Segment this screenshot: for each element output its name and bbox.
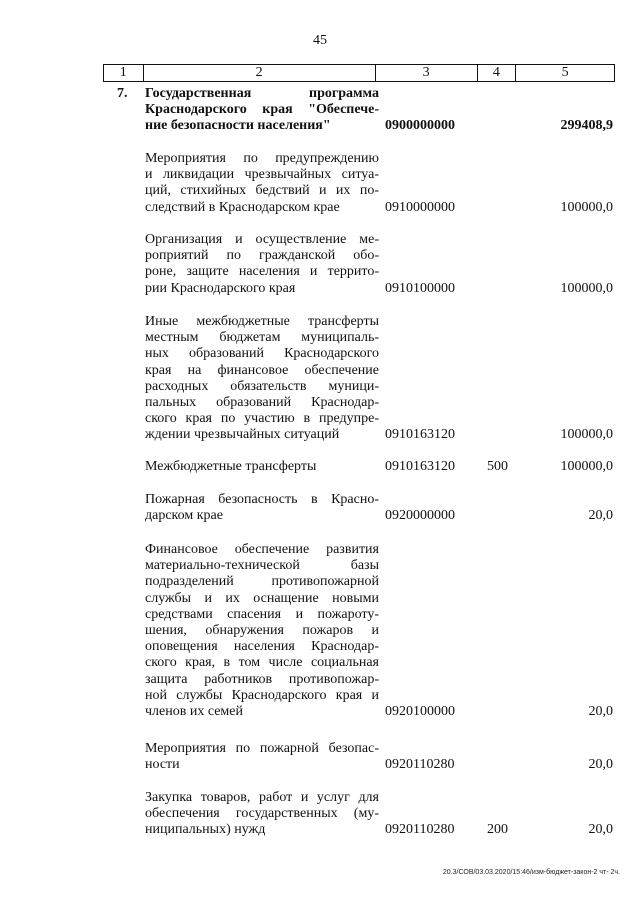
row-vr: 200 xyxy=(487,822,508,838)
row-name-line: ций, стихийных бедствий и их по- xyxy=(145,183,379,199)
header-col-4: 4 xyxy=(477,65,516,82)
row-vr: 500 xyxy=(487,459,508,474)
row-code: 0920000000 xyxy=(385,508,455,524)
row-sum: 20,0 xyxy=(588,822,613,838)
row-code: 0920110280 xyxy=(385,757,455,773)
row-sum: 100000,0 xyxy=(560,459,613,474)
row-name-line: края на финансовое обеспечение xyxy=(145,362,379,378)
row-sum: 299408,9 xyxy=(560,118,613,134)
row-code: 0910163120 xyxy=(385,427,455,443)
row-name xyxy=(145,151,379,216)
row-name-line: обеспечения государственных (му- xyxy=(145,806,379,822)
row-sum: 20,0 xyxy=(588,508,613,524)
row-name xyxy=(145,542,379,720)
row-name-line: Организация и осуществление ме- xyxy=(145,232,379,247)
row-name-line: ние безопасности населения" xyxy=(145,118,331,134)
row-sum: 20,0 xyxy=(588,704,613,719)
row-name-line: Закупка товаров, работ и услуг для xyxy=(145,790,379,805)
row-code: 0910100000 xyxy=(385,280,455,296)
row-name xyxy=(145,459,379,475)
row-code: 0920100000 xyxy=(385,704,455,719)
header-col-3: 3 xyxy=(375,65,477,82)
row-name-line: шения, обнаружения пожаров и xyxy=(145,623,379,639)
row-name-line: рии Краснодарского края xyxy=(145,280,296,296)
row-name-line: подразделений противопожарной xyxy=(145,574,379,590)
row-name-line: расходных обязательств муници- xyxy=(145,378,379,394)
row-name-line: защита работников противопожар- xyxy=(145,671,379,687)
row-name xyxy=(145,741,379,773)
row-name-line: службы и их оснащение новыми xyxy=(145,590,379,606)
row-name xyxy=(145,790,379,839)
table-header xyxy=(103,64,615,82)
row-name-line: ского края по участию в предупре- xyxy=(145,411,379,427)
row-name xyxy=(145,492,379,524)
row-name-line: местным бюджетам муниципаль- xyxy=(145,330,379,346)
row-sum: 20,0 xyxy=(588,757,613,773)
row-name-line: Краснодарского края "Обеспече- xyxy=(145,102,379,118)
row-name xyxy=(145,232,379,297)
row-name-line: ждении чрезвычайных ситуаций xyxy=(145,427,340,443)
row-name-line: ных образований Краснодарского xyxy=(145,346,379,362)
row-code: 0900000000 xyxy=(385,118,455,134)
row-name-line: Иные межбюджетные трансферты xyxy=(145,314,379,329)
row-name-line: следствий в Краснодарском крае xyxy=(145,199,340,215)
row-code: 0910163120 xyxy=(385,459,455,474)
row-code: 0910000000 xyxy=(385,199,455,215)
row-name xyxy=(145,314,379,444)
row-name-line: членов их семей xyxy=(145,704,243,720)
row-name-line: пальных образований Краснодар- xyxy=(145,395,379,411)
row-number: 7. xyxy=(117,86,128,101)
row-name-line: средствами спасения и пожароту- xyxy=(145,606,379,622)
page-number: 45 xyxy=(313,33,327,48)
row-name-line: дарском крае xyxy=(145,508,223,524)
row-name-line: оповещения населения Краснодар- xyxy=(145,639,379,655)
row-name-line: ниципальных) нужд xyxy=(145,822,266,838)
row-sum: 100000,0 xyxy=(560,427,613,443)
row-name-line: Пожарная безопасность в Красно- xyxy=(145,492,379,507)
header-col-5: 5 xyxy=(516,65,615,82)
row-sum: 100000,0 xyxy=(560,280,613,296)
row-name-line: ского края, в том числе социальная xyxy=(145,655,379,671)
row-name-line: ной службы Краснодарского края и xyxy=(145,687,379,703)
row-name-line: материально-технической базы xyxy=(145,558,379,574)
row-name-line: Межбюджетные трансферты xyxy=(145,459,317,474)
footer-doc-id: 20.3/СОВ/03.03.2020/15:46/изм-бюджет-закон-2 чт- 2ч. xyxy=(442,869,620,876)
row-name-line: Государственная программа xyxy=(145,86,379,101)
row-name-line: Финансовое обеспечение развития xyxy=(145,542,379,557)
row-name-line: ности xyxy=(145,757,180,773)
row-name-line: роприятий по гражданской обо- xyxy=(145,248,379,264)
row-name-line: Мероприятия по предупреждению xyxy=(145,151,379,166)
row-code: 0920110280 xyxy=(385,822,455,838)
header-col-1: 1 xyxy=(104,65,144,82)
row-name-line: Мероприятия по пожарной безопас- xyxy=(145,741,379,756)
row-name-line: роне, защите населения и террито- xyxy=(145,264,379,280)
row-name-line: и ликвидации чрезвычайных ситуа- xyxy=(145,167,379,183)
row-sum: 100000,0 xyxy=(560,199,613,215)
row-name xyxy=(145,86,379,135)
header-col-2: 2 xyxy=(143,65,375,82)
